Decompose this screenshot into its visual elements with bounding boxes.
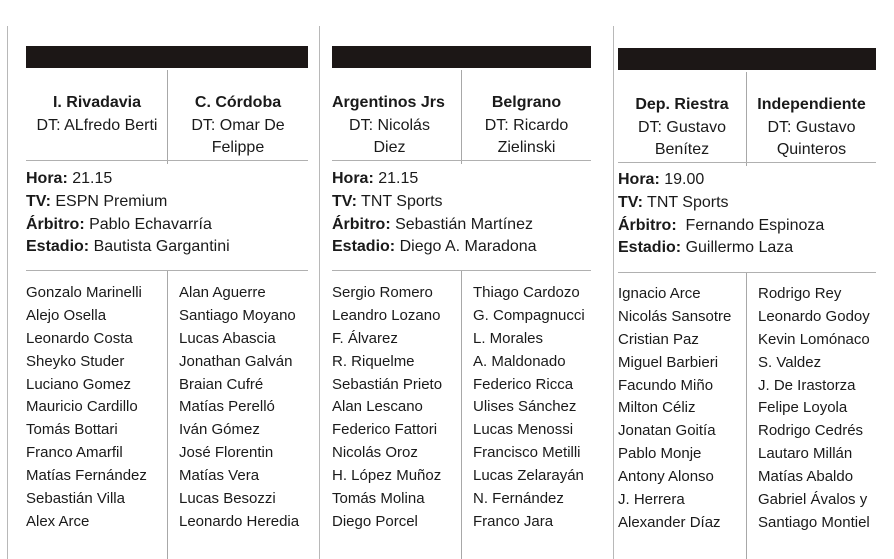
player: Sergio Romero: [332, 284, 433, 301]
player: Ignacio Arce: [618, 285, 701, 302]
player: L. Morales: [473, 329, 544, 347]
player: Diego Porcel: [332, 512, 418, 530]
player: Antony Alonso: [618, 468, 714, 486]
player: Matías Fernández: [26, 467, 147, 485]
header-bar: [618, 48, 876, 70]
player: Alan Aguerre: [179, 284, 266, 301]
kickoff-time: Hora: 19.00: [618, 171, 705, 188]
match-panel: [26, 46, 308, 559]
home-lineup: [618, 283, 731, 535]
divider-line: [26, 160, 308, 161]
player: Lautaro Millán: [758, 445, 853, 463]
player: A. Maldonado: [473, 352, 566, 370]
player: Lucas Besozzi: [179, 490, 276, 508]
player: Leandro Lozano: [332, 306, 441, 324]
away-lineup: [179, 282, 299, 534]
coach: DT: ALfredo Berti: [36, 116, 158, 134]
player: Leonardo Heredia: [179, 512, 300, 530]
team-name: Independiente: [757, 96, 866, 113]
away-team: [462, 92, 591, 180]
stadium: Estadio: Diego A. Maradona: [332, 238, 537, 256]
player: Alexander Díaz: [618, 513, 721, 531]
lineup-separator: [746, 273, 747, 559]
player: Leonardo Godoy: [758, 307, 870, 325]
player: Francisco Metilli: [473, 444, 581, 462]
player: Gonzalo Marinelli: [26, 284, 142, 301]
lineup-separator: [167, 271, 168, 559]
match-info: [26, 168, 308, 259]
player: Franco Jara: [473, 512, 554, 530]
stadium: Estadio: Guillermo Laza: [618, 239, 794, 257]
player: Lucas Abascia: [179, 329, 276, 347]
home-team: [332, 92, 461, 180]
team-name: I. Rivadavia: [52, 94, 142, 111]
player: Braian Cufré: [179, 375, 264, 393]
player: Facundo Miño: [618, 376, 714, 394]
coach: DT: Gustavo Benítez: [637, 118, 727, 158]
referee: Árbitro: Sebastián Martínez: [332, 215, 533, 233]
coach: DT: Nicolás Diez: [349, 116, 430, 156]
player: Jonathan Galván: [179, 352, 293, 370]
coach: DT: Gustavo Quinteros: [767, 118, 856, 158]
player: G. Compagnucci: [473, 306, 585, 324]
match-info: [332, 168, 591, 259]
player: S. Valdez: [758, 353, 822, 371]
player: Leonardo Costa: [26, 329, 133, 347]
kickoff-time: Hora: 21.15: [332, 170, 419, 187]
player: Tomás Molina: [332, 490, 425, 508]
player: Ulises Sánchez: [473, 398, 577, 416]
player: Matías Vera: [179, 467, 260, 485]
divider-line: [332, 160, 591, 161]
player: Iván Gómez: [179, 421, 260, 439]
tv-channel: TV: TNT Sports: [618, 193, 729, 211]
player: Franco Amarfil: [26, 444, 123, 462]
home-lineup: [26, 282, 147, 534]
player: Kevin Lomónaco: [758, 330, 870, 348]
column-divider: [7, 26, 8, 559]
divider-line: [618, 162, 876, 163]
player: Jonatan Goitía: [618, 422, 716, 440]
player: Sheyko Studer: [26, 352, 125, 370]
player: Santiago Moyano: [179, 306, 296, 324]
player: Cristian Paz: [618, 330, 699, 348]
player: Matías Abaldo: [758, 468, 854, 486]
player: Nicolás Sansotre: [618, 307, 732, 325]
team-name: C. Córdoba: [194, 94, 282, 111]
coach: DT: Omar De Felippe: [191, 116, 285, 156]
team-name: Argentinos Jrs: [332, 94, 445, 111]
home-lineup: [332, 282, 442, 534]
player: José Florentin: [179, 444, 274, 462]
player: Alejo Osella: [26, 306, 107, 324]
lineup-separator: [461, 271, 462, 559]
divider-line: [618, 272, 876, 273]
header-bar: [26, 46, 308, 68]
match-panel: [332, 46, 591, 559]
header-bar: [332, 46, 591, 68]
player: Miguel Barbieri: [618, 353, 719, 371]
player: Rodrigo Cedrés: [758, 422, 864, 440]
column-divider: [319, 26, 320, 559]
player: Milton Céliz: [618, 399, 696, 417]
match-info: [618, 169, 876, 260]
tv-channel: TV: TNT Sports: [332, 192, 443, 210]
player: Pablo Monje: [618, 445, 702, 463]
player: Santiago Montiel: [758, 513, 870, 531]
coach: DT: Ricardo Zielinski: [484, 116, 569, 156]
kickoff-time: Hora: 21.15: [26, 170, 113, 187]
match-panel: [618, 48, 876, 559]
player: Federico Ricca: [473, 375, 574, 393]
player: J. Herrera: [618, 491, 685, 509]
player: Tomás Bottari: [26, 421, 118, 439]
away-lineup: [758, 283, 870, 535]
away-team: [168, 92, 308, 180]
tv-channel: TV: ESPN Premium: [26, 192, 168, 210]
away-lineup: [473, 282, 585, 534]
player: N. Fernández: [473, 490, 564, 508]
player: R. Riquelme: [332, 352, 415, 370]
player: Federico Fattori: [332, 421, 438, 439]
home-team: [26, 92, 168, 180]
player: Thiago Cardozo: [473, 284, 580, 301]
player: Mauricio Cardillo: [26, 398, 138, 416]
player: Lucas Menossi: [473, 421, 574, 439]
player: Felipe Loyola: [758, 399, 848, 417]
referee: Árbitro: Fernando Espinoza: [618, 216, 825, 234]
team-name: Dep. Riestra: [635, 96, 729, 113]
referee: Árbitro: Pablo Echavarría: [26, 215, 212, 233]
player: J. De Irastorza: [758, 376, 856, 394]
player: Alex Arce: [26, 512, 90, 530]
player: H. López Muñoz: [332, 467, 442, 485]
player: Alan Lescano: [332, 398, 423, 416]
column-divider: [613, 26, 614, 559]
player: F. Álvarez: [332, 329, 398, 347]
player: Luciano Gomez: [26, 375, 132, 393]
player: Sebastián Prieto: [332, 375, 443, 393]
team-name: Belgrano: [491, 94, 562, 111]
player: Sebastián Villa: [26, 490, 125, 508]
player: Matías Perelló: [179, 398, 275, 416]
stadium: Estadio: Bautista Gargantini: [26, 238, 230, 256]
player: Gabriel Ávalos y: [758, 491, 868, 509]
player: Lucas Zelarayán: [473, 467, 584, 485]
player: Nicolás Oroz: [332, 444, 418, 462]
player: Rodrigo Rey: [758, 285, 842, 302]
